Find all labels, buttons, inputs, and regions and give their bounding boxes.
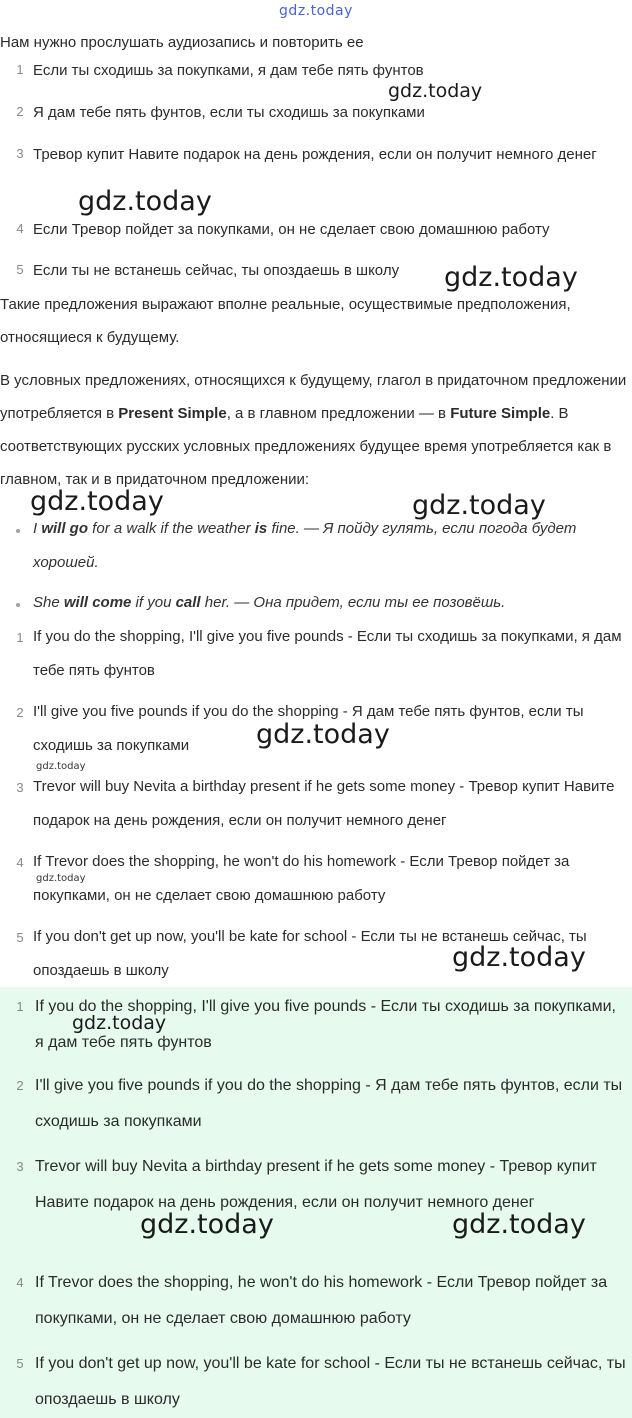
watermark: gdz.today [30,486,164,517]
translation-text: If you do the shopping, I'll give you five pounds - Если ты сходишь за покупками, я дам тебе пять фунтов [33,628,622,679]
translation-text: If Trevor does the shopping, he won't do his homework - Если Тревор пойдет за покупками, он не сделает свою домашнюю работу [35,1274,608,1327]
list-number: 1 [16,630,24,645]
list-number: 4 [16,1275,24,1290]
translation-text: If you don't get up now, you'll be kate for school - Если ты не встанешь сейчас, ты опоздаешь в школу [35,1355,626,1408]
highlighted-answer-block [0,987,632,1418]
translation-text: If you do the shopping, I'll give you five pounds - Если ты сходишь за покупками, я дам тебе пять фунтов [35,998,616,1051]
grammar-rule-paragraph [0,364,630,496]
list-number: 1 [16,999,24,1014]
intro-text: Нам нужно прослушать аудиозапись и повторить ее [0,34,364,51]
rule-text: , а в главном предложении — в [226,405,451,422]
list-number: 2 [16,705,24,720]
translation-text: Trevor will buy Nevita a birthday present if he gets some money - Тревор купит Навите подарок на день рождения, если он получит немного денег [33,778,615,829]
watermark: gdz.today [78,186,212,217]
list-text: Я дам тебе пять фунтов, если ты сходишь за покупками [33,104,425,121]
rule-term-future-simple: Future Simple [450,405,551,422]
list-text: Если ты сходишь за покупками, я дам тебе пять фунтов [33,62,424,79]
watermark: gdz.today [36,873,86,884]
translation-text: I'll give you five pounds if you do the shopping - Я дам тебе пять фунтов, если ты сходишь за покупками [33,703,584,754]
rule-term-present-simple: Present Simple [118,405,227,422]
list-number: 4 [16,855,24,870]
translation-text: If Trevor does the shopping, he won't do his homework - Если Тревор пойдет за покупками, он не сделает свою домашнюю работу [33,853,570,904]
list-number: 5 [16,1356,24,1371]
list-number: 5 [16,930,24,945]
watermark: gdz.today [452,942,586,973]
list-number: 4 [16,221,24,236]
watermark: gdz.today [388,80,483,102]
list-number: 5 [16,262,24,277]
list-number: 3 [16,146,24,161]
watermark: gdz.today [72,1012,167,1034]
explanation-paragraph: Такие предложения выражают вполне реальные, осуществимые предположения, относящиеся к будущему. [0,296,571,346]
list-number: 2 [16,104,24,119]
list-number: 1 [16,62,24,77]
rule-text: В условных предложениях, относящихся к будущему, глагол в придаточном предложении употребляется в [0,372,627,422]
watermark: gdz.today [452,1209,586,1240]
list-text: Тревор купит Навите подарок на день рождения, если он получит немного денег [33,146,597,163]
list-text: Если Тревор пойдет за покупками, он не сделает свою домашнюю работу [33,221,550,238]
example-text: She will come if you call her. — Она придет, если ты ее позовёшь. [33,594,506,611]
list-text: Если ты не встанешь сейчас, ты опоздаешь в школу [33,262,400,279]
translation-text: Trevor will buy Nevita a birthday present if he gets some money - Тревор купит Навите подарок на день рождения, если он получит немного денег [35,1158,597,1211]
bullet-icon [16,603,20,607]
watermark: gdz.today [412,490,546,521]
watermark-top: gdz.today [279,3,353,19]
list-number: 2 [16,1078,24,1093]
watermark: gdz.today [36,761,86,772]
bullet-icon [16,529,20,533]
translation-text: I'll give you five pounds if you do the shopping - Я дам тебе пять фунтов, если ты сходишь за покупками [35,1077,623,1130]
translation-text: If you don't get up now, you'll be kate for school - Если ты не встанешь сейчас, ты опоздаешь в школу [33,928,587,979]
list-number: 3 [16,1159,24,1174]
example-text: I will go for a walk if the weather is fine. — Я пойду гулять, если погода будет хорошей. [33,520,577,571]
list-number: 3 [16,780,24,795]
rule-text: . В соответствующих русских условных предложениях будущее время употребляется как в главном, так и в придаточном предложении: [0,405,612,488]
watermark: gdz.today [140,1209,274,1240]
watermark: gdz.today [444,262,578,293]
watermark: gdz.today [256,719,390,750]
